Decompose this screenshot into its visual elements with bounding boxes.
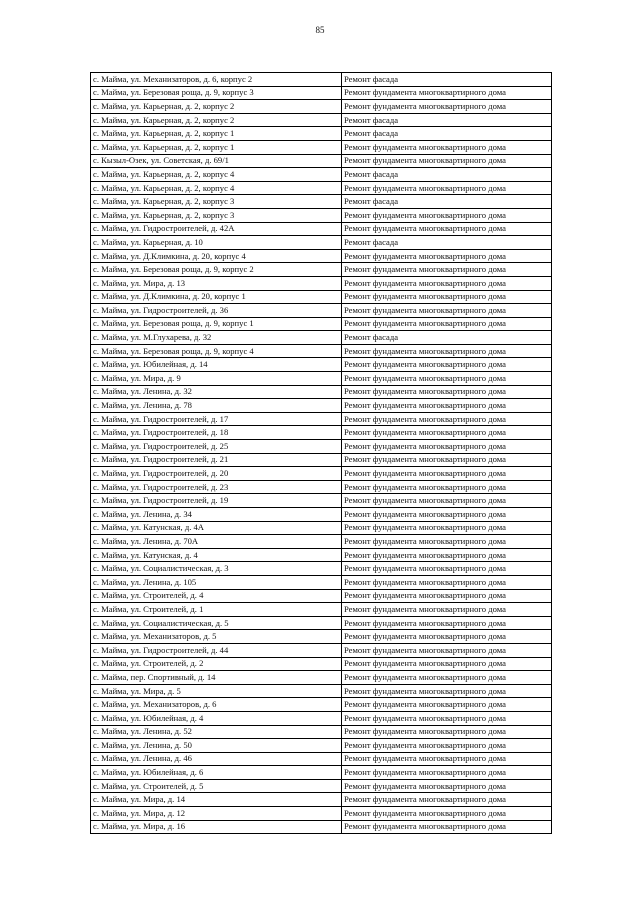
address-cell: с. Майма, ул. Карьерная, д. 10	[91, 236, 342, 250]
table-row	[91, 263, 552, 277]
work-type-cell: Ремонт фундамента многоквартирного дома	[342, 140, 552, 154]
address-cell: с. Майма, ул. Ленина, д. 34	[91, 508, 342, 522]
table-row	[91, 698, 552, 712]
address-cell: с. Майма, ул. Карьерная, д. 2, корпус 1	[91, 127, 342, 141]
table-row	[91, 317, 552, 331]
work-type-cell: Ремонт фундамента многоквартирного дома	[342, 521, 552, 535]
work-type-cell: Ремонт фундамента многоквартирного дома	[342, 358, 552, 372]
table-row	[91, 535, 552, 549]
work-type-cell: Ремонт фундамента многоквартирного дома	[342, 494, 552, 508]
work-type-cell: Ремонт фундамента многоквартирного дома	[342, 807, 552, 821]
table-row	[91, 766, 552, 780]
address-cell: с. Майма, ул. Березовая роща, д. 9, корпус 2	[91, 263, 342, 277]
address-cell: с. Майма, ул. М.Глухарева, д. 32	[91, 331, 342, 345]
table-row	[91, 127, 552, 141]
address-cell: с. Майма, ул. Д.Климкина, д. 20, корпус 4	[91, 249, 342, 263]
work-type-cell: Ремонт фундамента многоквартирного дома	[342, 249, 552, 263]
table-row	[91, 657, 552, 671]
page-number: 85	[315, 25, 325, 35]
work-type-cell: Ремонт фундамента многоквартирного дома	[342, 208, 552, 222]
work-type-cell: Ремонт фундамента многоквартирного дома	[342, 372, 552, 386]
work-type-cell: Ремонт фундамента многоквартирного дома	[342, 793, 552, 807]
table-row	[91, 290, 552, 304]
table-row	[91, 168, 552, 182]
work-type-cell: Ремонт фундамента многоквартирного дома	[342, 643, 552, 657]
work-type-cell: Ремонт фундамента многоквартирного дома	[342, 290, 552, 304]
address-cell: с. Майма, ул. Механизаторов, д. 6, корпус 2	[91, 73, 342, 87]
work-type-cell: Ремонт фундамента многоквартирного дома	[342, 181, 552, 195]
table-row	[91, 73, 552, 87]
address-cell: с. Майма, ул. Карьерная, д. 2, корпус 3	[91, 208, 342, 222]
work-type-cell: Ремонт фасада	[342, 113, 552, 127]
address-cell: с. Майма, ул. Катунская, д. 4А	[91, 521, 342, 535]
table-row	[91, 208, 552, 222]
table-row	[91, 494, 552, 508]
table-row	[91, 440, 552, 454]
table-row	[91, 630, 552, 644]
address-cell: с. Майма, ул. Строителей, д. 2	[91, 657, 342, 671]
address-cell: с. Майма, ул. Гидростроителей, д. 42А	[91, 222, 342, 236]
table-row	[91, 752, 552, 766]
work-type-cell: Ремонт фасада	[342, 236, 552, 250]
work-type-cell: Ремонт фундамента многоквартирного дома	[342, 698, 552, 712]
table-row	[91, 181, 552, 195]
work-type-cell: Ремонт фундамента многоквартирного дома	[342, 100, 552, 114]
table-row	[91, 711, 552, 725]
work-type-cell: Ремонт фундамента многоквартирного дома	[342, 222, 552, 236]
work-type-cell: Ремонт фундамента многоквартирного дома	[342, 154, 552, 168]
work-type-cell: Ремонт фундамента многоквартирного дома	[342, 344, 552, 358]
table-row	[91, 222, 552, 236]
work-type-cell: Ремонт фасада	[342, 331, 552, 345]
work-type-cell: Ремонт фундамента многоквартирного дома	[342, 589, 552, 603]
address-cell: с. Майма, ул. Юбилейная, д. 6	[91, 766, 342, 780]
work-type-cell: Ремонт фундамента многоквартирного дома	[342, 440, 552, 454]
work-type-cell: Ремонт фундамента многоквартирного дома	[342, 453, 552, 467]
work-type-cell: Ремонт фундамента многоквартирного дома	[342, 535, 552, 549]
address-cell: с. Майма, ул. Социалистическая, д. 3	[91, 562, 342, 576]
work-type-cell: Ремонт фундамента многоквартирного дома	[342, 385, 552, 399]
table-row	[91, 276, 552, 290]
work-type-cell: Ремонт фундамента многоквартирного дома	[342, 467, 552, 481]
table-row	[91, 480, 552, 494]
work-type-cell: Ремонт фундамента многоквартирного дома	[342, 657, 552, 671]
work-type-cell: Ремонт фундамента многоквартирного дома	[342, 684, 552, 698]
work-type-cell: Ремонт фасада	[342, 195, 552, 209]
table-row	[91, 793, 552, 807]
table-row	[91, 140, 552, 154]
table-row	[91, 807, 552, 821]
address-cell: с. Майма, ул. Д.Климкина, д. 20, корпус 1	[91, 290, 342, 304]
address-cell: с. Майма, ул. Юбилейная, д. 14	[91, 358, 342, 372]
address-cell: с. Майма, ул. Карьерная, д. 2, корпус 1	[91, 140, 342, 154]
address-cell: с. Майма, ул. Мира, д. 5	[91, 684, 342, 698]
work-type-cell: Ремонт фундамента многоквартирного дома	[342, 752, 552, 766]
work-type-cell: Ремонт фундамента многоквартирного дома	[342, 304, 552, 318]
table-row	[91, 426, 552, 440]
table-row	[91, 453, 552, 467]
address-cell: с. Майма, ул. Гидростроителей, д. 23	[91, 480, 342, 494]
table-row	[91, 344, 552, 358]
work-type-cell: Ремонт фундамента многоквартирного дома	[342, 548, 552, 562]
work-type-cell: Ремонт фундамента многоквартирного дома	[342, 317, 552, 331]
work-type-cell: Ремонт фасада	[342, 168, 552, 182]
address-cell: с. Майма, ул. Строителей, д. 1	[91, 603, 342, 617]
works-table	[90, 72, 552, 834]
address-cell: с. Майма, ул. Катунская, д. 4	[91, 548, 342, 562]
work-type-cell: Ремонт фундамента многоквартирного дома	[342, 671, 552, 685]
work-type-cell: Ремонт фундамента многоквартирного дома	[342, 603, 552, 617]
table-row	[91, 643, 552, 657]
work-type-cell: Ремонт фундамента многоквартирного дома	[342, 86, 552, 100]
address-cell: с. Майма, ул. Ленина, д. 70А	[91, 535, 342, 549]
address-cell: с. Майма, ул. Социалистическая, д. 5	[91, 616, 342, 630]
table-row	[91, 725, 552, 739]
table-row	[91, 467, 552, 481]
address-cell: с. Майма, ул. Ленина, д. 52	[91, 725, 342, 739]
address-cell: с. Майма, ул. Гидростроителей, д. 20	[91, 467, 342, 481]
work-type-cell: Ремонт фундамента многоквартирного дома	[342, 508, 552, 522]
work-type-cell: Ремонт фундамента многоквартирного дома	[342, 263, 552, 277]
table-row	[91, 358, 552, 372]
address-cell: с. Майма, ул. Березовая роща, д. 9, корпус 3	[91, 86, 342, 100]
table-row	[91, 304, 552, 318]
work-type-cell: Ремонт фундамента многоквартирного дома	[342, 480, 552, 494]
table-row	[91, 548, 552, 562]
table-row	[91, 372, 552, 386]
address-cell: с. Майма, ул. Ленина, д. 78	[91, 399, 342, 413]
table-row	[91, 739, 552, 753]
table-row	[91, 508, 552, 522]
address-cell: с. Майма, ул. Гидростроителей, д. 25	[91, 440, 342, 454]
table-row	[91, 603, 552, 617]
address-cell: с. Майма, ул. Карьерная, д. 2, корпус 2	[91, 100, 342, 114]
address-cell: с. Майма, ул. Мира, д. 13	[91, 276, 342, 290]
work-type-cell: Ремонт фундамента многоквартирного дома	[342, 412, 552, 426]
table-row	[91, 113, 552, 127]
address-cell: с. Майма, ул. Гидростроителей, д. 19	[91, 494, 342, 508]
table-row	[91, 412, 552, 426]
table-row	[91, 575, 552, 589]
table-row	[91, 385, 552, 399]
work-type-cell: Ремонт фундамента многоквартирного дома	[342, 630, 552, 644]
address-cell: с. Майма, ул. Механизаторов, д. 5	[91, 630, 342, 644]
address-cell: с. Майма, ул. Мира, д. 9	[91, 372, 342, 386]
table-row	[91, 562, 552, 576]
table-row	[91, 86, 552, 100]
work-type-cell: Ремонт фундамента многоквартирного дома	[342, 616, 552, 630]
table-row	[91, 399, 552, 413]
work-type-cell: Ремонт фундамента многоквартирного дома	[342, 575, 552, 589]
table-row	[91, 820, 552, 834]
address-cell: с. Майма, ул. Строителей, д. 5	[91, 779, 342, 793]
table-row	[91, 154, 552, 168]
work-type-cell: Ремонт фундамента многоквартирного дома	[342, 426, 552, 440]
table-row	[91, 684, 552, 698]
address-cell: с. Майма, ул. Березовая роща, д. 9, корпус 4	[91, 344, 342, 358]
table-row	[91, 236, 552, 250]
address-cell: с. Майма, ул. Юбилейная, д. 4	[91, 711, 342, 725]
address-cell: с. Кызыл-Озек, ул. Советская, д. 69/1	[91, 154, 342, 168]
work-type-cell: Ремонт фундамента многоквартирного дома	[342, 725, 552, 739]
address-cell: с. Майма, ул. Гидростроителей, д. 44	[91, 643, 342, 657]
address-cell: с. Майма, ул. Мира, д. 16	[91, 820, 342, 834]
address-cell: с. Майма, ул. Строителей, д. 4	[91, 589, 342, 603]
work-type-cell: Ремонт фундамента многоквартирного дома	[342, 399, 552, 413]
address-cell: с. Майма, ул. Гидростроителей, д. 36	[91, 304, 342, 318]
address-cell: с. Майма, ул. Березовая роща, д. 9, корпус 1	[91, 317, 342, 331]
work-type-cell: Ремонт фундамента многоквартирного дома	[342, 276, 552, 290]
address-cell: с. Майма, ул. Ленина, д. 32	[91, 385, 342, 399]
table-row	[91, 521, 552, 535]
address-cell: с. Майма, ул. Механизаторов, д. 6	[91, 698, 342, 712]
table-row	[91, 100, 552, 114]
address-cell: с. Майма, ул. Мира, д. 12	[91, 807, 342, 821]
work-type-cell: Ремонт фундамента многоквартирного дома	[342, 766, 552, 780]
address-cell: с. Майма, ул. Гидростроителей, д. 17	[91, 412, 342, 426]
address-cell: с. Майма, ул. Карьерная, д. 2, корпус 2	[91, 113, 342, 127]
address-cell: с. Майма, пер. Спортивный, д. 14	[91, 671, 342, 685]
address-cell: с. Майма, ул. Ленина, д. 50	[91, 739, 342, 753]
table-row	[91, 331, 552, 345]
work-type-cell: Ремонт фундамента многоквартирного дома	[342, 820, 552, 834]
work-type-cell: Ремонт фасада	[342, 73, 552, 87]
address-cell: с. Майма, ул. Ленина, д. 46	[91, 752, 342, 766]
work-type-cell: Ремонт фундамента многоквартирного дома	[342, 739, 552, 753]
address-cell: с. Майма, ул. Карьерная, д. 2, корпус 4	[91, 181, 342, 195]
table-row	[91, 195, 552, 209]
works-table-body	[91, 73, 552, 834]
table-row	[91, 671, 552, 685]
work-type-cell: Ремонт фундамента многоквартирного дома	[342, 562, 552, 576]
address-cell: с. Майма, ул. Гидростроителей, д. 18	[91, 426, 342, 440]
address-cell: с. Майма, ул. Гидростроителей, д. 21	[91, 453, 342, 467]
address-cell: с. Майма, ул. Карьерная, д. 2, корпус 3	[91, 195, 342, 209]
address-cell: с. Майма, ул. Карьерная, д. 2, корпус 4	[91, 168, 342, 182]
table-row	[91, 616, 552, 630]
table-row	[91, 779, 552, 793]
table-row	[91, 589, 552, 603]
work-type-cell: Ремонт фундамента многоквартирного дома	[342, 779, 552, 793]
address-cell: с. Майма, ул. Ленина, д. 105	[91, 575, 342, 589]
table-row	[91, 249, 552, 263]
work-type-cell: Ремонт фундамента многоквартирного дома	[342, 711, 552, 725]
work-type-cell: Ремонт фасада	[342, 127, 552, 141]
address-cell: с. Майма, ул. Мира, д. 14	[91, 793, 342, 807]
